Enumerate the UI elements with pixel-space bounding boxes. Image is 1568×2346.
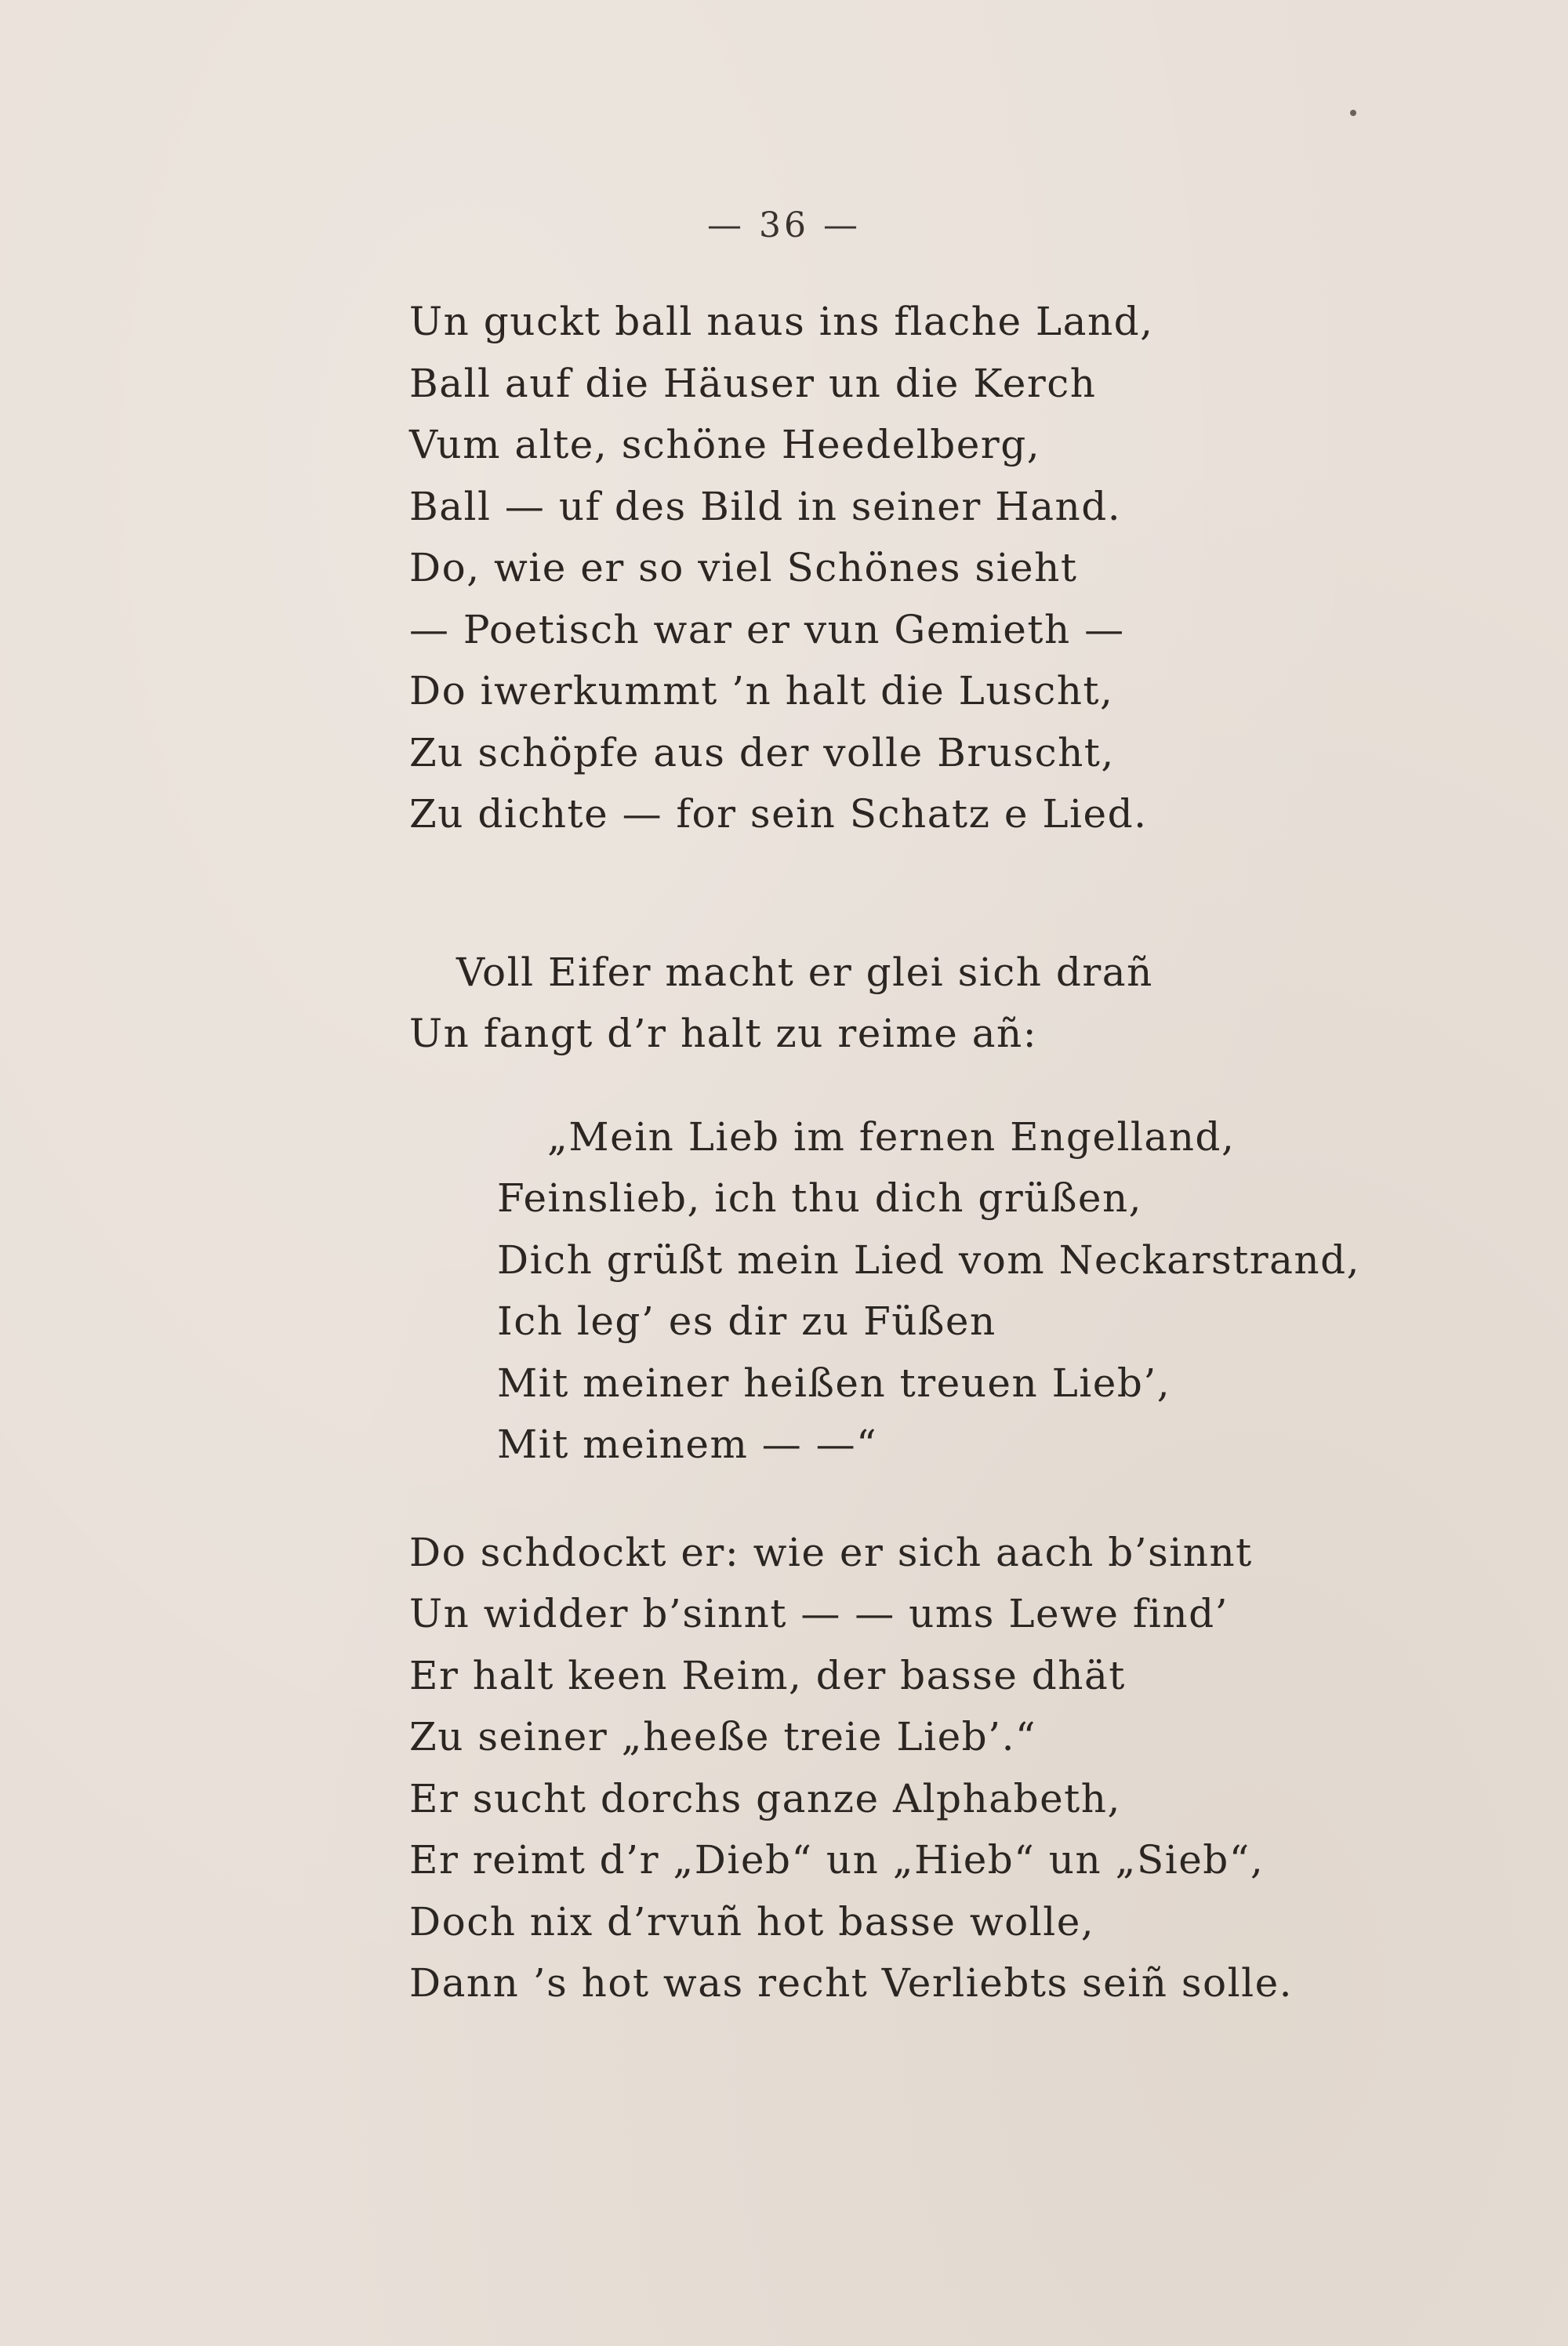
page-number: — 36 —	[707, 205, 861, 245]
poem-line: — Poetisch war er vun Gemieth —	[409, 607, 1125, 652]
poem-line: Zu seiner „heeße treie Lieb’.“	[409, 1714, 1037, 1760]
poem-line: Dich grüßt mein Lied vom Neckarstrand,	[497, 1237, 1361, 1283]
poem-line: Ball auf die Häuser un die Kerch	[409, 361, 1097, 406]
poem-line: Un guckt ball naus ins flache Land,	[409, 299, 1154, 344]
poem-line: Ich leg’ es dir zu Füßen	[497, 1298, 996, 1344]
poem-line: Mit meinem — —“	[497, 1422, 878, 1467]
poem-line: Dann ’s hot was recht Verliebts seiñ solle.	[409, 1960, 1294, 2006]
poem-line: Zu dichte — for sein Schatz e Lied.	[409, 791, 1148, 837]
poem-line: Un fangt d’r halt zu reime añ:	[409, 1011, 1038, 1056]
poem-line: „Mein Lieb im fernen Engelland,	[547, 1114, 1236, 1160]
poem-line: Do iwerkummt ’n halt die Luscht,	[409, 668, 1114, 714]
poem-line: Do schdockt er: wie er sich aach b’sinnt	[409, 1530, 1253, 1575]
poem-line: Voll Eifer macht er glei sich drañ	[456, 950, 1153, 995]
poem-line: Er halt keen Reim, der basse dhät	[409, 1653, 1126, 1698]
poem-line: Feinslieb, ich thu dich grüßen,	[497, 1175, 1143, 1221]
poem-line: Vum alte, schöne Heedelberg,	[409, 422, 1041, 467]
poem-line: Er sucht dorchs ganze Alphabeth,	[409, 1776, 1121, 1821]
poem-line: Do, wie er so viel Schönes sieht	[409, 545, 1078, 590]
poem-line: Ball — uf des Bild in seiner Hand.	[409, 484, 1122, 529]
poem-line: Doch nix d’rvuñ hot basse wolle,	[409, 1899, 1095, 1945]
poem-line: Un widder b’sinnt — — ums Lewe find’	[409, 1591, 1229, 1636]
poem-line: Er reimt d’r „Dieb“ un „Hieb“ un „Sieb“,	[409, 1837, 1265, 1883]
paper-speck	[1350, 110, 1356, 116]
poem-line: Mit meiner heißen treuen Lieb’,	[497, 1360, 1171, 1406]
poem-line: Zu schöpfe aus der volle Bruscht,	[409, 730, 1115, 775]
